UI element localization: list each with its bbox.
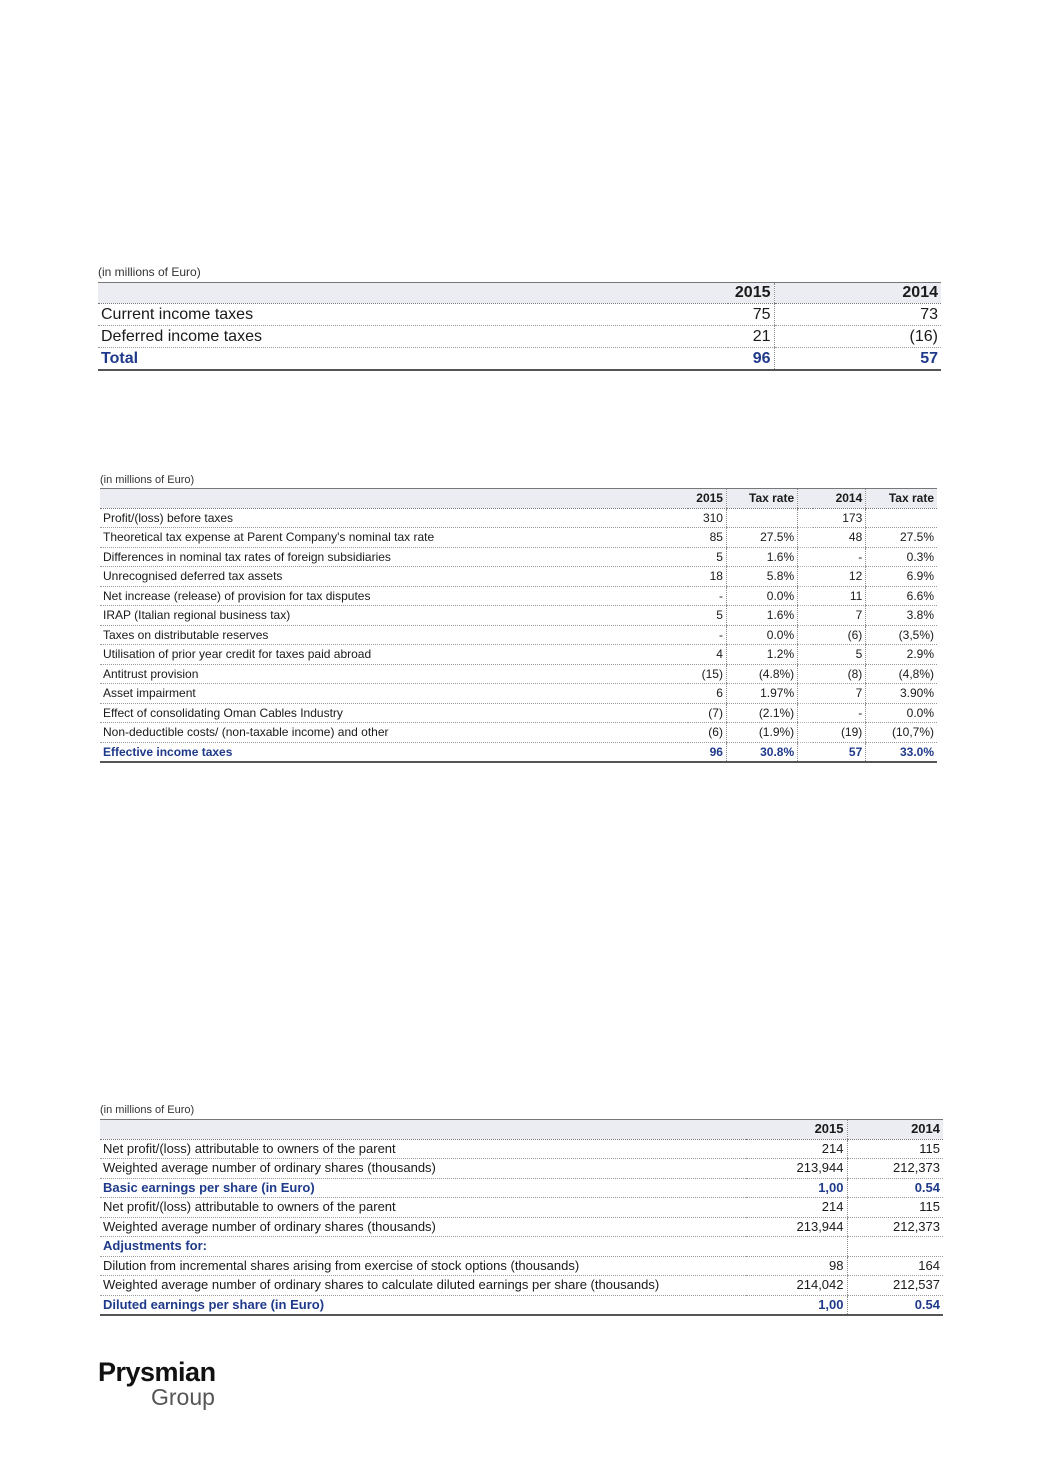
cell-value: 115	[847, 1139, 943, 1159]
tax-reconciliation-table-block	[100, 474, 937, 763]
cell-value	[866, 508, 937, 528]
cell-value: 0.54	[847, 1295, 943, 1315]
table-row	[100, 547, 937, 567]
table-header-row	[100, 1120, 943, 1140]
column-header: 2015	[746, 1120, 847, 1140]
table-row	[100, 606, 937, 626]
cell-value	[746, 1237, 847, 1257]
cell-value: (4.8%)	[726, 664, 797, 684]
cell-value: 0.0%	[726, 625, 797, 645]
cell-value: 73	[774, 304, 941, 326]
income-taxes-table-block	[98, 265, 941, 371]
cell-value: (6)	[813, 625, 866, 645]
cell-value: 33.0%	[866, 742, 937, 762]
table-total-row	[100, 742, 937, 762]
cell-value: (8)	[813, 664, 866, 684]
table-row	[100, 664, 937, 684]
cell-value: 1.97%	[726, 684, 797, 704]
cell-value: 6	[688, 684, 727, 704]
cell-value: 27.5%	[726, 528, 797, 548]
cell-value: 96	[728, 348, 774, 371]
cell-value: -	[688, 586, 727, 606]
cell-value: (7)	[688, 703, 727, 723]
row-label: IRAP (Italian regional business tax)	[100, 606, 688, 626]
table-unit-label: (in millions of Euro)	[98, 265, 201, 279]
row-label: Asset impairment	[100, 684, 688, 704]
cell-value: 5.8%	[726, 567, 797, 587]
cell-value: 21	[728, 326, 774, 348]
cell-value: 115	[847, 1198, 943, 1218]
table-total-row	[98, 348, 941, 371]
cell-value: 75	[728, 304, 774, 326]
row-label: Weighted average number of ordinary shares (thousands)	[100, 1159, 746, 1179]
table-total-row	[100, 1295, 943, 1315]
cell-value: 212,537	[847, 1276, 943, 1296]
row-label: Deferred income taxes	[98, 326, 728, 348]
logo-wordmark: Prysmian	[98, 1357, 216, 1387]
row-label: Diluted earnings per share (in Euro)	[100, 1295, 746, 1315]
cell-value: (15)	[688, 664, 727, 684]
row-label: Net profit/(loss) attributable to owners of the parent	[100, 1198, 746, 1218]
row-label: Effective income taxes	[100, 742, 688, 762]
cell-value: 7	[813, 606, 866, 626]
row-label: Adjustments for:	[100, 1237, 746, 1257]
cell-value: 173	[813, 508, 866, 528]
table-row	[100, 1217, 943, 1237]
row-label: Weighted average number of ordinary shares to calculate diluted earnings per share (thousands)	[100, 1276, 746, 1296]
cell-value: -	[813, 547, 866, 567]
cell-value: (2.1%)	[726, 703, 797, 723]
row-label: Net profit/(loss) attributable to owners of the parent	[100, 1139, 746, 1159]
cell-value: (19)	[813, 723, 866, 743]
table-row	[100, 1198, 943, 1218]
cell-value: 12	[813, 567, 866, 587]
table-row	[100, 586, 937, 606]
column-header: 2014	[847, 1120, 943, 1140]
cell-value: 3.8%	[866, 606, 937, 626]
cell-value	[726, 508, 797, 528]
column-header: 2015	[728, 283, 774, 304]
cell-value: (6)	[688, 723, 727, 743]
cell-value: 0.3%	[866, 547, 937, 567]
row-label: Total	[98, 348, 728, 371]
row-label: Dilution from incremental shares arising from exercise of stock options (thousands)	[100, 1256, 746, 1276]
cell-value: 30.8%	[726, 742, 797, 762]
cell-value: 6.9%	[866, 567, 937, 587]
table-unit-label: (in millions of Euro)	[100, 474, 195, 486]
cell-value: 5	[688, 606, 727, 626]
cell-value: 5	[813, 645, 866, 665]
cell-value: 11	[813, 586, 866, 606]
cell-value: 0.0%	[866, 703, 937, 723]
cell-value: 1.2%	[726, 645, 797, 665]
row-label: Basic earnings per share (in Euro)	[100, 1178, 746, 1198]
row-label: Non-deductible costs/ (non-taxable income) and other	[100, 723, 688, 743]
table-row	[100, 528, 937, 548]
row-label: Utilisation of prior year credit for taxes paid abroad	[100, 645, 688, 665]
tax-reconciliation-table	[100, 488, 937, 763]
table-row	[100, 703, 937, 723]
cell-value: 27.5%	[866, 528, 937, 548]
table-row	[100, 1178, 943, 1198]
table-row	[100, 1276, 943, 1296]
cell-value: 212,373	[847, 1159, 943, 1179]
cell-value: 310	[688, 508, 727, 528]
eps-table-block	[100, 1104, 943, 1316]
column-header: 2014	[774, 283, 941, 304]
row-label: Differences in nominal tax rates of foreign subsidiaries	[100, 547, 688, 567]
cell-value: 0.54	[847, 1178, 943, 1198]
row-label: Net increase (release) of provision for tax disputes	[100, 586, 688, 606]
cell-value: 1,00	[746, 1178, 847, 1198]
cell-value: 1,00	[746, 1295, 847, 1315]
cell-value: 3.90%	[866, 684, 937, 704]
cell-value: 4	[688, 645, 727, 665]
cell-value: 214	[746, 1198, 847, 1218]
table-row	[100, 723, 937, 743]
row-label: Unrecognised deferred tax assets	[100, 567, 688, 587]
row-label: Antitrust provision	[100, 664, 688, 684]
prysmian-group-logo	[98, 1358, 298, 1418]
table-row	[100, 684, 937, 704]
cell-value: 214,042	[746, 1276, 847, 1296]
table-header-row	[98, 283, 941, 304]
income-taxes-table	[98, 282, 941, 371]
cell-value: (3,5%)	[866, 625, 937, 645]
logo-subtitle: Group	[151, 1384, 215, 1410]
row-label: Taxes on distributable reserves	[100, 625, 688, 645]
row-label: Current income taxes	[98, 304, 728, 326]
cell-value: 57	[774, 348, 941, 371]
cell-value: 2.9%	[866, 645, 937, 665]
cell-value: 48	[813, 528, 866, 548]
eps-table	[100, 1119, 943, 1316]
table-row	[100, 645, 937, 665]
cell-value: 164	[847, 1256, 943, 1276]
row-label: Profit/(loss) before taxes	[100, 508, 688, 528]
table-row	[98, 326, 941, 348]
table-unit-label: (in millions of Euro)	[100, 1104, 195, 1116]
cell-value: -	[813, 703, 866, 723]
table-row	[100, 625, 937, 645]
cell-value: (10,7%)	[866, 723, 937, 743]
table-row	[100, 508, 937, 528]
cell-value	[847, 1237, 943, 1257]
cell-value: (16)	[774, 326, 941, 348]
cell-value: 7	[813, 684, 866, 704]
column-header: 2014	[813, 489, 866, 509]
cell-value: 213,944	[746, 1217, 847, 1237]
cell-value: 5	[688, 547, 727, 567]
cell-value: 98	[746, 1256, 847, 1276]
table-row	[100, 567, 937, 587]
table-header-row	[100, 489, 937, 509]
cell-value: 213,944	[746, 1159, 847, 1179]
cell-value: 212,373	[847, 1217, 943, 1237]
column-header: 2015	[688, 489, 727, 509]
cell-value: 6.6%	[866, 586, 937, 606]
cell-value: 85	[688, 528, 727, 548]
table-row	[100, 1139, 943, 1159]
cell-value: 214	[746, 1139, 847, 1159]
row-label: Theoretical tax expense at Parent Company's nominal tax rate	[100, 528, 688, 548]
column-header: Tax rate	[866, 489, 937, 509]
cell-value: (4,8%)	[866, 664, 937, 684]
table-row	[100, 1237, 943, 1257]
row-label: Effect of consolidating Oman Cables Industry	[100, 703, 688, 723]
cell-value: 1.6%	[726, 547, 797, 567]
cell-value: 57	[813, 742, 866, 762]
cell-value: (1.9%)	[726, 723, 797, 743]
cell-value: -	[688, 625, 727, 645]
table-row	[100, 1159, 943, 1179]
row-label: Weighted average number of ordinary shares (thousands)	[100, 1217, 746, 1237]
cell-value: 1.6%	[726, 606, 797, 626]
cell-value: 18	[688, 567, 727, 587]
table-row	[98, 304, 941, 326]
cell-value: 0.0%	[726, 586, 797, 606]
column-header: Tax rate	[726, 489, 797, 509]
table-row	[100, 1256, 943, 1276]
cell-value: 96	[688, 742, 727, 762]
